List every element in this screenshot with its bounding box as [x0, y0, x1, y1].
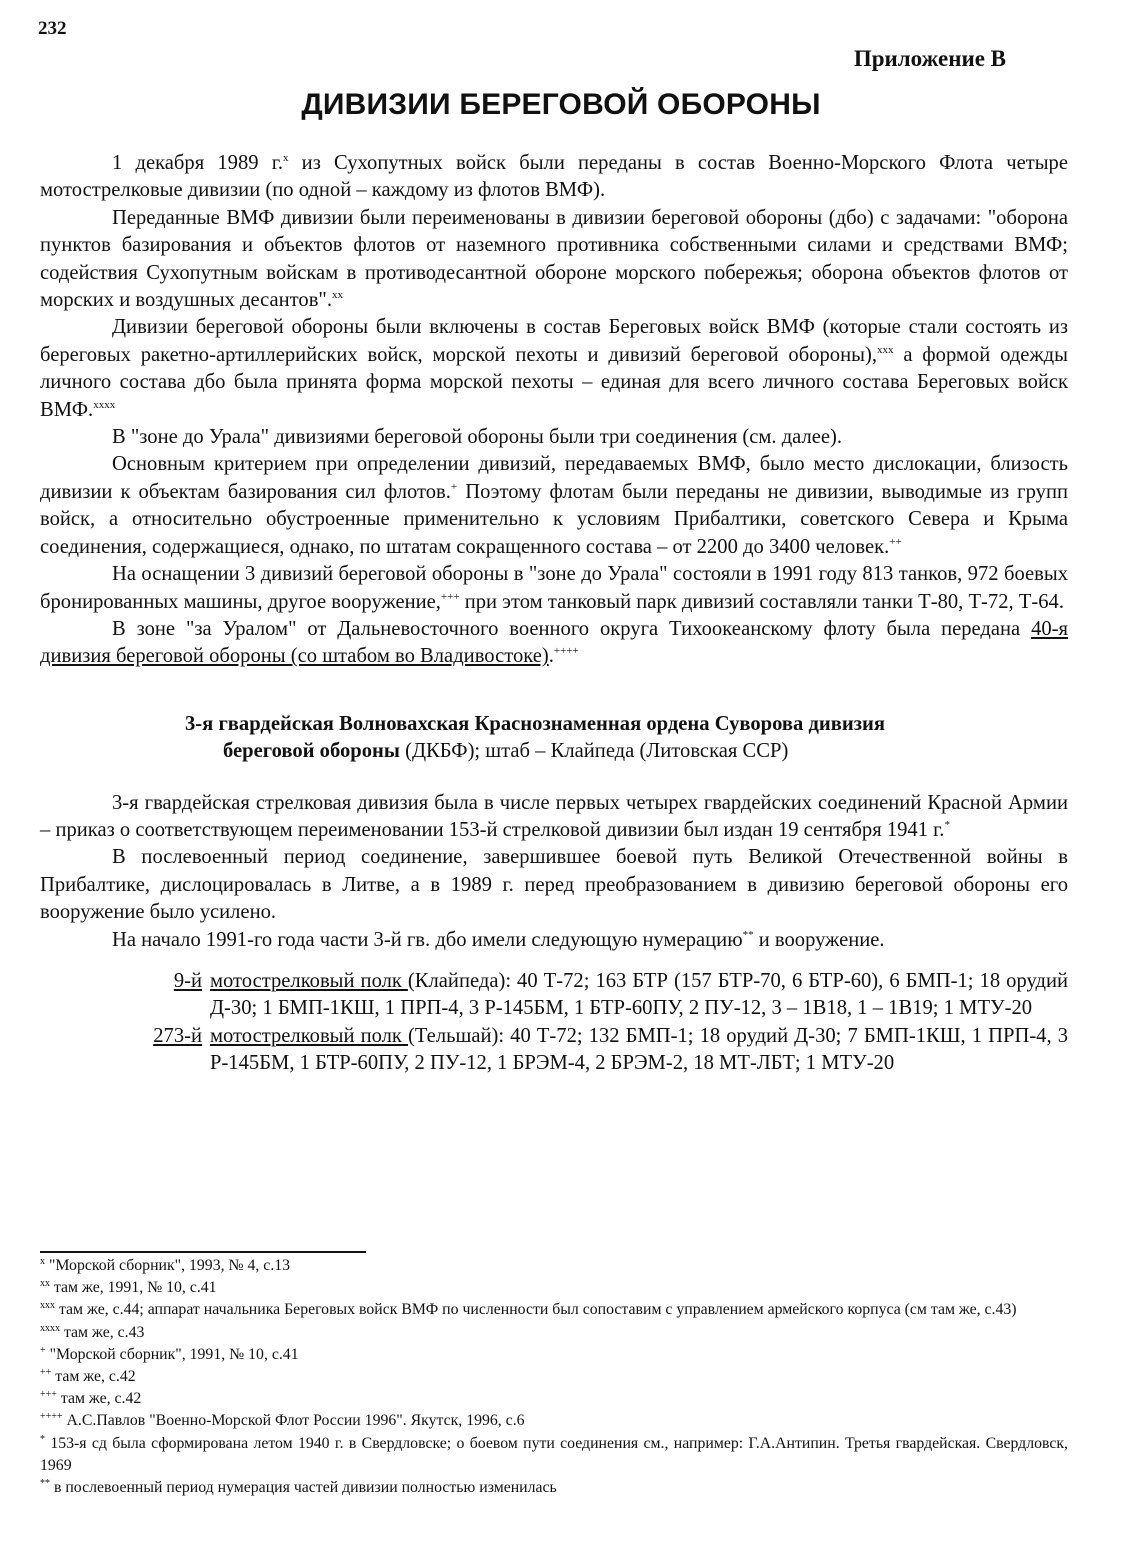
footnote: $^{xxxx}$ там же, с.43: [40, 1322, 145, 1341]
footnote-ref[interactable]: xxxx: [93, 398, 116, 411]
paragraph: В "зоне до Урала" дивизиями береговой обороны были три соединения (см. далее).: [112, 426, 843, 449]
unit-number: 9-й: [173, 969, 202, 992]
footnote-ref[interactable]: x: [283, 152, 289, 164]
paragraph: На начало 1991-го года части 3-й гв. дбо имели следующую нумерацию** и вооружение.: [112, 928, 885, 951]
footnote-ref[interactable]: **: [742, 928, 754, 941]
list-item: [40, 1023, 1068, 1078]
page-title: ДИВИЗИИ БЕРЕГОВОЙ ОБОРОНЫ: [301, 88, 821, 121]
footnote-ref[interactable]: ++: [889, 535, 902, 548]
section-heading: 3-я гвардейская Волновахская Краснознаменная ордена Суворова дивизия береговой обороны (ДКБФ); штаб – Клайпеда (Литовская ССР): [185, 712, 886, 763]
unit-equipment: (Тельшай): 40 Т-72; 132 БМП-1; 18 орудий Д-30; 7 БМП-1КШ, 1 ПРП-4, 3 Р-145БМ, 1 БТР-60ПУ, 2 ПУ-12, 1 БРЭМ-4, 2 БРЭМ-2, 18 МТ-ЛБТ; 1 МТУ-20: [210, 1024, 1068, 1075]
paragraph: В послевоенный период соединение, завершившее боевой путь Великой Отечественной войны в Прибалтике, дислоцировалась в Литве, а в 1989 г. перед преобразованием в дивизию береговой обороны его вооружение было усилено.: [40, 846, 1068, 924]
footnote: +++ там же, с.42: [40, 1389, 142, 1408]
footnote: * 153-я сд была сформирована летом 1940 г. в Свердловске; о боевом пути соединения см., например: Г.А.Антипин. Третья гвардейская. Свердловск, 1969: [40, 1433, 1068, 1474]
unit-name: мотострелковый полк: [210, 969, 408, 992]
appendix-label: Приложение В: [853, 46, 1006, 71]
body-text: [40, 150, 1068, 1078]
units-list: [40, 968, 1068, 1078]
unit-equipment: (Клайпеда): 40 Т-72; 163 БТР (157 БТР-70, 6 БТР-60), 6 БМП-1; 18 орудий Д-30; 1 БМП-1КШ, 1 ПРП-4, 3 Р-145БМ, 1 БТР-60ПУ, 2 ПУ-12, 3 – 1В18, 1 – 1В19; 1 МТУ-20: [210, 969, 1068, 1020]
paragraph: Основным критерием при определении дивизий, передаваемых ВМФ, было место дислокации, близость дивизии к объектам базирования сил флотов.+ Поэтому флотам были переданы не дивизии, выводимые из групп войск, а относительно обустроенные применительно к условиям Прибалтики, советского Севера и Крыма соединения, содержащиеся, однако, по штатам сокращенного состава – от 2200 до 3400 человек.++: [40, 453, 1068, 558]
paragraph: 3-я гвардейская стрелковая дивизия была в числе первых четырех гвардейских соединений Красной Армии – приказ о соответствующем переименовании 153-й стрелковой дивизии был издан 19 сентября 1941 г.*: [40, 791, 1068, 841]
paragraph: 1 декабря 1989 г.$^x$ из Сухопутных войск были переданы в состав Военно-Морского Флота четыре мотострелковые дивизии (по одной – каждому из флотов ВМФ).: [40, 152, 1068, 202]
footnote: ++ там же, с.42: [40, 1367, 136, 1386]
footnote: ** в послевоенный период нумерация частей дивизии полностью изменилась: [40, 1478, 557, 1497]
page-number: 232: [38, 18, 67, 39]
footnote-ref[interactable]: xxx: [876, 343, 894, 356]
footnote: $^{xxx}$ там же, с.44; аппарат начальника Береговых войск ВМФ по численности был сопоставим с управлением армейского корпуса (см там же, с.43): [40, 1300, 1017, 1319]
footnote-ref[interactable]: ++++: [553, 645, 579, 658]
footnote: + "Морской сборник", 1991, № 10, с.41: [40, 1344, 299, 1363]
footnote: $^x$ "Морской сборник", 1993, № 4, с.13: [40, 1256, 291, 1274]
footnote-ref[interactable]: *: [944, 818, 950, 831]
footnote: ++++ А.С.Павлов "Военно-Морской Флот России 1996". Якутск, 1996, с.6: [40, 1411, 525, 1430]
paragraph: В зоне "за Уралом" от Дальневосточного военного округа Тихоокеанскому флоту была передана 40-я дивизия береговой обороны (со штабом во Владивостоке).++++: [40, 617, 1068, 668]
footnote-ref[interactable]: +++: [440, 590, 460, 603]
footnote: $^{xx}$ там же, 1991, № 10, с.41: [40, 1278, 217, 1297]
paragraph: На оснащении 3 дивизий береговой обороны в "зоне до Урала" состояли в 1991 году 813 танков, 972 боевых бронированных машины, другое вооружение,+++ при этом танковый парк дивизий составляли танки Т-80, Т-72, Т-64.: [40, 563, 1068, 613]
footnote-divider: [40, 1251, 366, 1253]
underlined-division-name: 40-я дивизия береговой обороны (со штабом во Владивостоке): [40, 617, 1068, 668]
list-item: [40, 968, 1068, 1023]
unit-number: 273-й: [153, 1024, 202, 1047]
paragraph: Переданные ВМФ дивизии были переименованы в дивизии береговой обороны (дбо) с задачами: "оборона пунктов базирования и объектов флотов от наземного противника собственными силами и средствами ВМФ; содействия Сухопутным войскам в противодесантной обороне морского побережья; оборона объектов флотов от морских и воздушных десантов".$^{xx}$: [40, 206, 1068, 312]
unit-name: мотострелковый полк: [210, 1024, 409, 1047]
footnote-ref[interactable]: xx: [331, 289, 343, 302]
paragraph: Дивизии береговой обороны были включены в состав Береговых войск ВМФ (которые стали состоять из береговых ракетно-артиллерийских войск, морской пехоты и дивизий береговой обороны),$^{xxx}$ а формой одежды личного состава дбо была принята форма морской пехоты – единая для всего личного состава Береговых войск ВМФ.$^{xxxx}$: [40, 316, 1068, 421]
footnotes: [40, 1255, 1068, 1499]
footnote-ref[interactable]: +: [450, 480, 458, 493]
